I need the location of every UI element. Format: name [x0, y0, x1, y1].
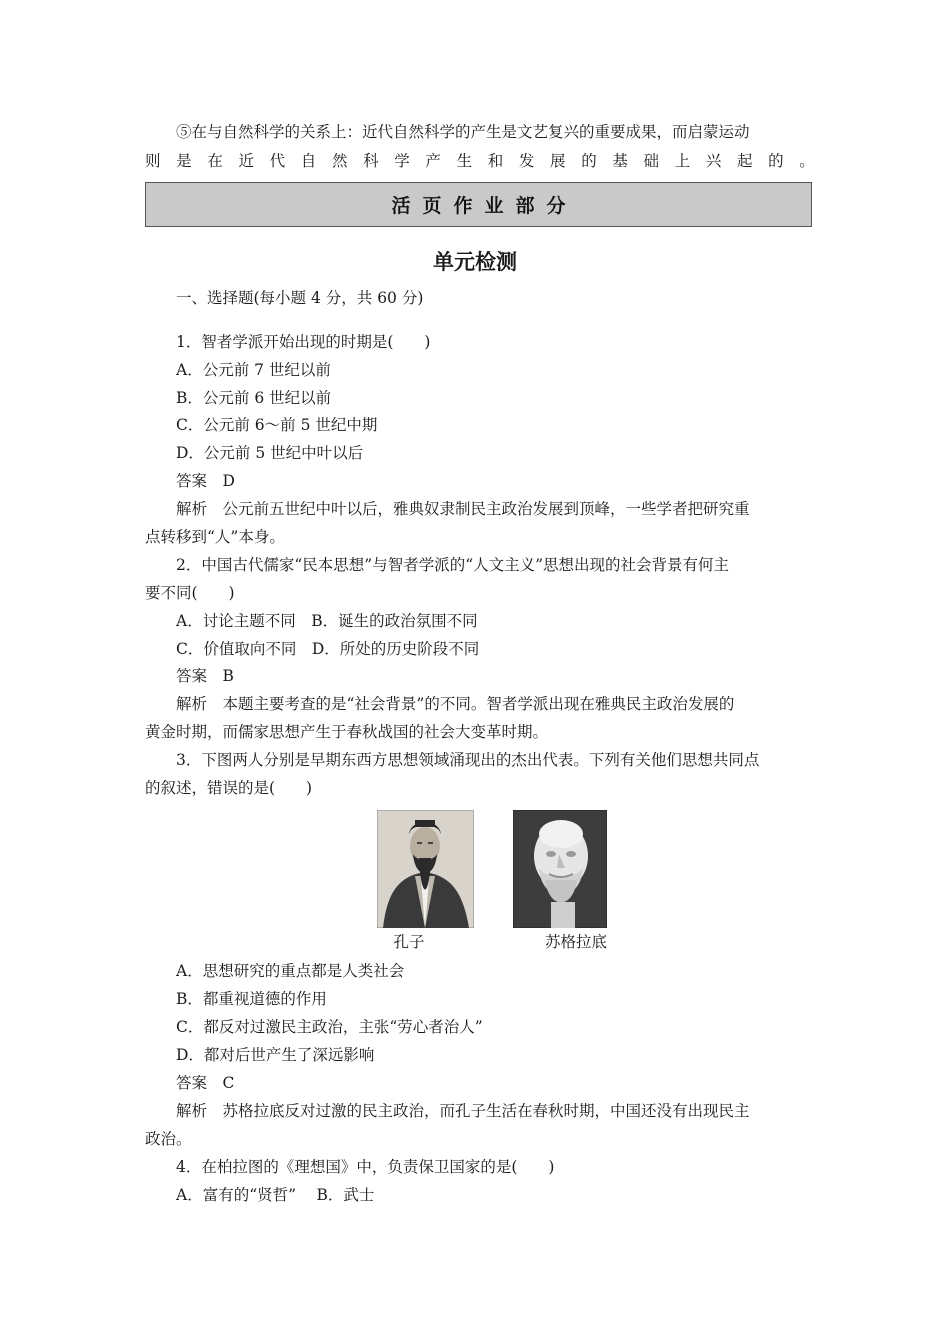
intro-line-2-char: 上 [674, 152, 691, 170]
part-heading: 一、选择题(每小题 4 分，共 60 分) [176, 289, 424, 307]
caption-confucius: 孔子 [393, 933, 425, 951]
intro-line-2-char: 然 [331, 152, 348, 170]
q1-option-b: B．公元前 6 世纪以前 [176, 389, 332, 407]
q1-analysis-2: 点转移到“人”本身。 [145, 528, 285, 546]
q3-stem-1: 3．下图两人分别是早期东西方思想领域涌现出的杰出代表。下列有关他们思想共同点 [176, 751, 760, 769]
intro-line-2-char: 则 [145, 152, 161, 170]
q3-option-c: C．都反对过激民主政治，主张“劳心者治人” [176, 1018, 483, 1036]
q1-option-a: A．公元前 7 世纪以前 [176, 361, 331, 379]
intro-line-2 [145, 151, 815, 171]
intro-line-2-char: 的 [581, 152, 597, 170]
q1-answer: 答案 D [176, 472, 235, 490]
intro-line-2-char: 的 [768, 152, 784, 170]
socrates-bust-drawing [513, 810, 607, 928]
q2-options-ab: A．讨论主题不同 B．诞生的政治氛围不同 [176, 612, 478, 630]
intro-line-2-char: 发 [518, 152, 535, 170]
q1-stem: 1．智者学派开始出现的时期是( ) [176, 333, 431, 351]
intro-line-2-char: 学 [394, 152, 410, 170]
socrates-bust [513, 810, 607, 928]
q3-option-b: B．都重视道德的作用 [176, 990, 327, 1008]
q2-analysis-1: 解析 本题主要考查的是“社会背景”的不同。智者学派出现在雅典民主政治发展的 [176, 695, 735, 713]
q1-option-d: D．公元前 5 世纪中叶以后 [176, 444, 364, 462]
q2-options-cd: C．价值取向不同 D．所处的历史阶段不同 [176, 640, 480, 658]
intro-line-2-char: 生 [456, 152, 473, 170]
confucius-portrait [377, 810, 474, 928]
intro-line-2-char: 和 [487, 152, 504, 170]
q3-analysis-2: 政治。 [145, 1130, 192, 1148]
caption-socrates: 苏格拉底 [544, 933, 607, 951]
q2-stem-1: 2．中国古代儒家“民本思想”与智者学派的“人文主义”思想出现的社会背景有何主 [176, 556, 730, 574]
intro-line-2-char: 是 [176, 152, 192, 170]
intro-line-2-char: 代 [269, 152, 286, 170]
intro-line-1: ⑤在与自然科学的关系上：近代自然科学的产生是文艺复兴的重要成果，而启蒙运动 [176, 123, 750, 141]
q4-stem: 4．在柏拉图的《理想国》中，负责保卫国家的是( ) [176, 1158, 555, 1176]
intro-line-2-char: 础 [643, 152, 660, 170]
q2-answer: 答案 B [176, 667, 234, 685]
q1-option-c: C．公元前 6～前 5 世纪中期 [176, 416, 378, 434]
q1-analysis-1: 解析 公元前五世纪中叶以后，雅典奴隶制民主政治发展到顶峰，一些学者把研究重 [176, 500, 750, 518]
q3-stem-2: 的叙述，错误的是( ) [145, 779, 313, 797]
intro-line-2-char: 产 [425, 152, 441, 170]
intro-line-2-char: 基 [612, 152, 628, 170]
q3-answer: 答案 C [176, 1074, 235, 1092]
intro-line-2-char: 近 [238, 152, 254, 170]
intro-line-2-char: 。 [799, 152, 815, 170]
q4-options-ab: A．富有的“贤哲” B．武士 [176, 1186, 375, 1204]
section-title: 单元检测 [433, 250, 517, 274]
intro-line-2-char: 展 [550, 152, 566, 170]
intro-line-2-char: 科 [363, 152, 379, 170]
intro-line-2-char: 兴 [705, 152, 722, 170]
q3-option-a: A．思想研究的重点都是人类社会 [176, 962, 405, 980]
confucius-portrait-drawing [377, 810, 474, 928]
q2-stem-2: 要不同( ) [145, 584, 235, 602]
q3-analysis-1: 解析 苏格拉底反对过激的民主政治，而孔子生活在春秋时期，中国还没有出现民主 [176, 1102, 750, 1120]
q3-option-d: D．都对后世产生了深远影响 [176, 1046, 375, 1064]
q2-analysis-2: 黄金时期，而儒家思想产生于春秋战国的社会大变革时期。 [145, 723, 549, 741]
banner-title: 活页作业部分 [391, 195, 578, 217]
intro-line-2-char: 自 [300, 152, 317, 170]
intro-line-2-char: 在 [207, 152, 223, 170]
intro-line-2-char: 起 [736, 152, 753, 170]
banner [145, 182, 812, 227]
